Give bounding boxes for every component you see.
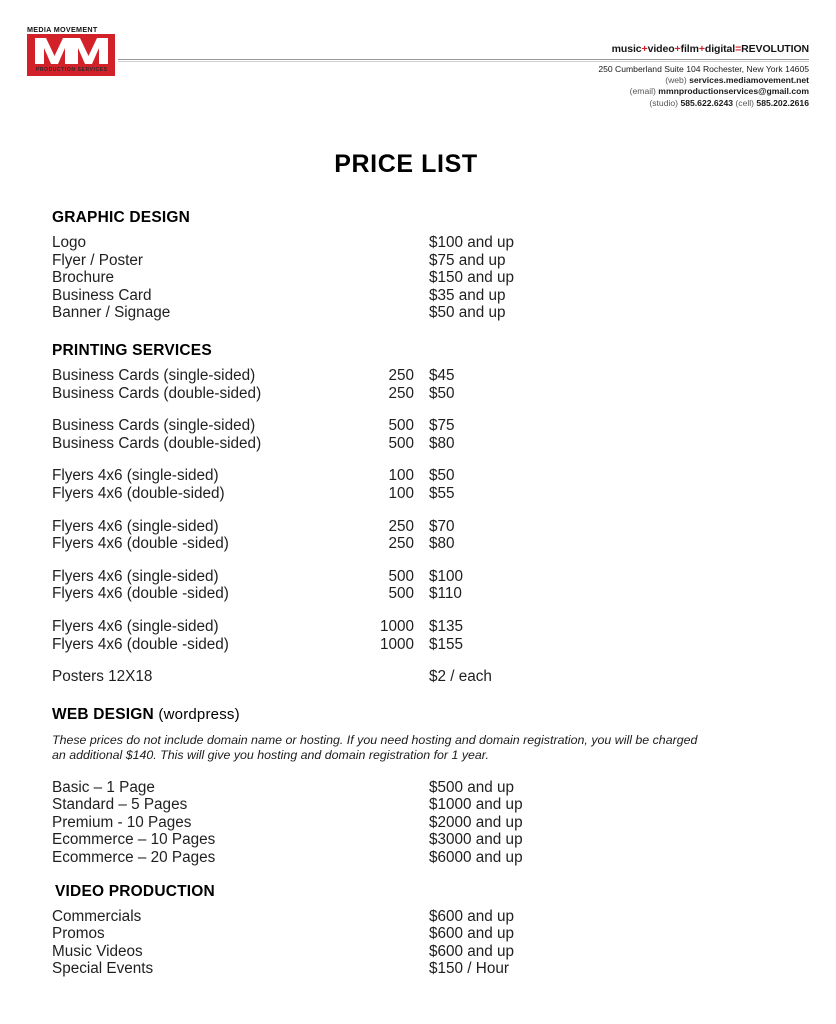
row-label: Flyers 4x6 (single-sided)	[52, 467, 219, 485]
spacer	[52, 867, 809, 883]
contact-address: 250 Cumberland Suite 104 Rochester, New York 14605	[598, 64, 809, 74]
video-production-rows	[52, 908, 809, 978]
row-price: $50	[429, 384, 455, 402]
header-divider	[118, 59, 809, 62]
table-row	[52, 535, 809, 553]
printing-group-7	[52, 668, 809, 686]
table-row	[52, 796, 809, 814]
web-design-note: These prices do not include domain name or hosting. If you need hosting and domain registration, you will be charged an additional $140. This will give you hosting and domain registration for 1 year.	[52, 732, 698, 763]
table-row	[52, 287, 809, 305]
page-header	[0, 0, 836, 120]
contact-email-value[interactable]: mmnproductionservices@gmail.com	[658, 86, 809, 97]
table-row	[52, 618, 809, 636]
row-label: Premium - 10 Pages	[52, 813, 192, 831]
row-price: $2 / each	[429, 668, 492, 686]
table-row	[52, 234, 809, 252]
row-price: $155	[429, 635, 464, 653]
row-price: $75 and up	[429, 251, 506, 269]
tagline-revolution: REVOLUTION	[741, 43, 809, 55]
table-row	[52, 252, 809, 270]
spacer	[52, 553, 809, 568]
row-price: $75	[429, 417, 455, 435]
section-heading-video-production: VIDEO PRODUCTION	[55, 882, 215, 900]
spacer	[52, 452, 809, 467]
tagline-music: music	[611, 43, 642, 55]
row-label: Business Cards (double-sided)	[52, 384, 262, 402]
spacer	[52, 402, 809, 417]
web-design-heading-sub: (wordpress)	[158, 705, 240, 723]
printing-group-6	[52, 618, 809, 653]
printing-group-1	[52, 367, 809, 402]
tagline-plus-3: +	[698, 43, 705, 55]
row-price: $3000 and up	[429, 831, 523, 849]
printing-group-3	[52, 467, 809, 502]
row-qty: 500	[388, 434, 414, 452]
tagline-plus-2: +	[674, 43, 681, 55]
contact-web	[598, 75, 809, 86]
row-price: $2000 and up	[429, 813, 523, 831]
printing-group-2	[52, 417, 809, 452]
section-graphic-design	[52, 209, 809, 322]
web-design-rows	[52, 779, 809, 867]
row-label: Basic – 1 Page	[52, 778, 155, 796]
contact-email-label: (email)	[629, 86, 656, 97]
row-price: $150 and up	[429, 269, 515, 287]
spacer	[52, 686, 809, 706]
section-heading-web-design	[52, 706, 809, 724]
row-price: $100	[429, 567, 464, 585]
row-qty: 100	[388, 467, 414, 485]
company-logo	[27, 26, 115, 76]
tagline-film: film	[680, 43, 699, 55]
contact-web-label: (web)	[665, 75, 687, 86]
row-label: Commercials	[52, 907, 142, 925]
section-heading-graphic-design: GRAPHIC DESIGN	[52, 209, 191, 226]
row-price: $500 and up	[429, 778, 515, 796]
logo-bottom-text: PRODUCTION SERVICES	[36, 67, 108, 74]
row-label: Banner / Signage	[52, 304, 171, 322]
table-row	[52, 779, 809, 797]
table-row	[52, 568, 809, 586]
logo-top-text: MEDIA MOVEMENT	[27, 25, 98, 34]
row-price: $55	[429, 484, 455, 502]
row-label: Posters 12X18	[52, 668, 153, 686]
row-price: $50	[429, 467, 455, 485]
row-price: $35 and up	[429, 286, 506, 304]
row-qty: 1000	[379, 617, 414, 635]
row-qty: 1000	[379, 635, 414, 653]
printing-group-5	[52, 568, 809, 603]
row-label: Business Cards (double-sided)	[52, 434, 262, 452]
row-label: Business Cards (single-sided)	[52, 366, 256, 384]
row-label: Ecommerce – 10 Pages	[52, 831, 216, 849]
row-label: Standard – 5 Pages	[52, 796, 188, 814]
row-label: Flyer / Poster	[52, 251, 143, 269]
table-row	[52, 831, 809, 849]
table-row	[52, 585, 809, 603]
mm-monogram-icon	[27, 32, 115, 68]
tagline-video: video	[647, 43, 675, 55]
table-row	[52, 467, 809, 485]
section-web-design	[52, 706, 809, 867]
row-qty: 250	[388, 517, 414, 535]
table-row	[52, 435, 809, 453]
page-title: PRICE LIST	[334, 150, 478, 178]
row-qty: 500	[388, 585, 414, 603]
row-qty: 250	[388, 384, 414, 402]
table-row	[52, 960, 809, 978]
row-price: $600 and up	[429, 907, 515, 925]
row-price: $80	[429, 434, 455, 452]
table-row	[52, 943, 809, 961]
tagline-plus-1: +	[641, 43, 648, 55]
row-price: $600 and up	[429, 925, 515, 943]
table-row	[52, 304, 809, 322]
contact-cell-label: (cell)	[735, 97, 755, 108]
graphic-design-rows	[52, 234, 809, 322]
row-label: Flyers 4x6 (single-sided)	[52, 617, 219, 635]
logo-mark	[27, 34, 115, 76]
spacer	[52, 764, 809, 779]
row-label: Ecommerce – 20 Pages	[52, 849, 216, 867]
table-row	[52, 367, 809, 385]
contact-block	[598, 64, 809, 109]
contact-studio-label: (studio)	[649, 97, 679, 108]
row-label: Flyers 4x6 (single-sided)	[52, 567, 219, 585]
table-row	[52, 269, 809, 287]
row-price: $150 / Hour	[429, 960, 509, 978]
row-price: $600 and up	[429, 942, 515, 960]
row-qty: 250	[388, 535, 414, 553]
row-qty: 250	[388, 366, 414, 384]
row-price: $45	[429, 366, 455, 384]
contact-phones	[598, 98, 809, 109]
company-tagline	[612, 43, 809, 55]
table-row	[52, 849, 809, 867]
row-label: Brochure	[52, 269, 115, 287]
row-label: Flyers 4x6 (double-sided)	[52, 484, 225, 502]
row-qty: 500	[388, 567, 414, 585]
row-price: $50 and up	[429, 304, 506, 322]
contact-web-value[interactable]: services.mediamovement.net	[689, 75, 809, 86]
table-row	[52, 908, 809, 926]
row-label: Flyers 4x6 (single-sided)	[52, 517, 219, 535]
table-row	[52, 417, 809, 435]
spacer	[52, 322, 809, 342]
row-label: Flyers 4x6 (double -sided)	[52, 535, 229, 553]
table-row	[52, 814, 809, 832]
table-row	[52, 925, 809, 943]
row-label: Special Events	[52, 960, 154, 978]
row-label: Business Cards (single-sided)	[52, 417, 256, 435]
price-list-content	[0, 209, 836, 978]
row-label: Music Videos	[52, 942, 143, 960]
printing-group-4	[52, 518, 809, 553]
row-label: Flyers 4x6 (double -sided)	[52, 585, 229, 603]
row-price: $70	[429, 517, 455, 535]
row-qty: 500	[388, 417, 414, 435]
spacer	[52, 653, 809, 668]
row-price: $100 and up	[429, 234, 515, 251]
section-heading-printing-services: PRINTING SERVICES	[52, 341, 212, 359]
row-price: $135	[429, 617, 464, 635]
row-label: Business Card	[52, 286, 152, 304]
contact-studio-value[interactable]: 585.622.6243	[680, 97, 734, 108]
section-printing-services	[52, 342, 809, 686]
tagline-digital: digital	[704, 43, 736, 55]
row-price: $6000 and up	[429, 849, 523, 867]
row-price: $110	[429, 585, 462, 603]
row-qty: 100	[388, 484, 414, 502]
tagline-equals: =	[735, 43, 742, 55]
row-label: Promos	[52, 925, 105, 943]
section-video-production	[52, 883, 809, 978]
table-row	[52, 485, 809, 503]
row-label: Logo	[52, 234, 87, 251]
contact-email	[598, 86, 809, 97]
table-row	[52, 518, 809, 536]
spacer	[52, 603, 809, 618]
row-label: Flyers 4x6 (double -sided)	[52, 635, 229, 653]
table-row	[52, 385, 809, 403]
web-design-heading-main: WEB DESIGN	[52, 705, 154, 723]
table-row	[52, 636, 809, 654]
spacer	[52, 503, 809, 518]
contact-cell-value[interactable]: 585.202.2616	[756, 97, 809, 108]
row-price: $80	[429, 535, 455, 553]
table-row	[52, 668, 809, 686]
row-price: $1000 and up	[429, 796, 523, 814]
